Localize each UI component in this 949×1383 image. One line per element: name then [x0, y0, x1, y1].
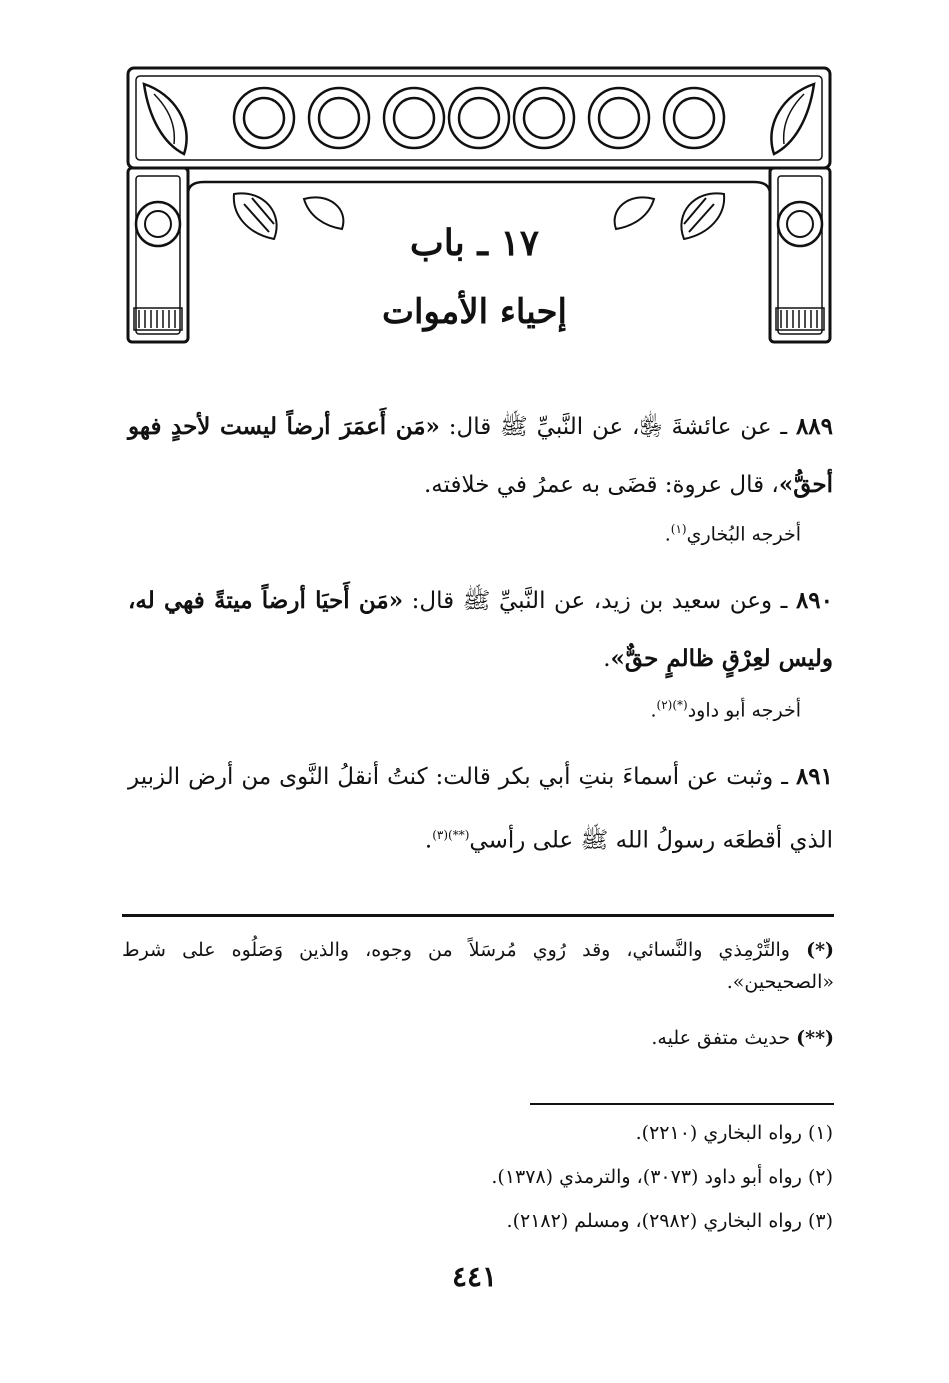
source-text: أخرجه البُخاري [686, 523, 801, 546]
source-end: . [664, 523, 671, 546]
chapter-title: إحياء الأموات [382, 292, 567, 332]
hadith-number: ٨٩٠ [795, 587, 833, 614]
footnote-2: (٢) رواه أبو داود (٣٠٧٣)، والترمذي (١٣٧٨). [491, 1166, 833, 1188]
hadith-number: ٨٩١ [795, 763, 833, 790]
hadith-number: ٨٨٩ [795, 413, 834, 440]
source-end: . [650, 699, 657, 722]
hadith-quote: «مَن أَحيَا أرضاً ميتةً فهي له، وليس لعِرْقٍ ظالمٍ حقٌّ» [128, 587, 833, 672]
hadith-refs: (**)(٣) [432, 828, 470, 842]
hadith-rest: ، قال عروة: قضَى به عمرُ في خلافته. [423, 472, 779, 498]
hadith-source [665, 522, 801, 545]
editor-note-1 [122, 934, 834, 998]
hadith-rest: . [424, 827, 433, 854]
page-number: ٤٤١ [451, 1260, 498, 1293]
hadith-quote: «مَن أَعمَرَ أرضاً ليست لأحدٍ فهو أحقُّ» [128, 413, 833, 498]
note-text: حديث متفق عليه. [651, 1027, 791, 1049]
hadith-rest: . [603, 646, 611, 672]
hadith-intro: ـ عن عائشةَ ﵂، عن النَّبيِّ ﷺ قال: [439, 414, 796, 440]
hadith-source [650, 698, 801, 721]
hadith-889 [128, 398, 833, 514]
note-marker: (*) [806, 939, 834, 961]
footnote-1: (١) رواه البخاري (٢٢١٠). [635, 1122, 833, 1144]
footnotes-divider [530, 1103, 834, 1105]
hadith-891 [128, 748, 833, 870]
hadith-intro: ـ وعن سعيد بن زيد، عن النَّبيِّ ﷺ قال: [403, 588, 796, 614]
hadith-890 [128, 572, 833, 688]
editor-note-2 [122, 1022, 834, 1054]
source-refs: (١) [670, 522, 687, 536]
source-refs: (*)(٢) [656, 698, 688, 712]
note-marker: (**) [796, 1027, 834, 1049]
chapter-heading: ١٧ ـ باب [409, 222, 540, 264]
hadith-intro: ـ وثبت عن أسماءَ بنتِ أبي بكر قالت: كنتُ أنقلُ النَّوى من أرض الزبير الذي أقطعَه رسولُ الله ﷺ على رأسي [128, 764, 833, 854]
note-text: والتِّرْمِذي والنَّسائي، وقد رُوي مُرسَلاً من وجوه، والذين وَصَلُوه على شرط «الصحيحين». [122, 939, 834, 993]
notes-divider [122, 914, 834, 917]
source-text: أخرجه أبو داود [687, 699, 801, 722]
footnote-3: (٣) رواه البخاري (٢٩٨٢)، ومسلم (٢١٨٢). [506, 1210, 833, 1232]
